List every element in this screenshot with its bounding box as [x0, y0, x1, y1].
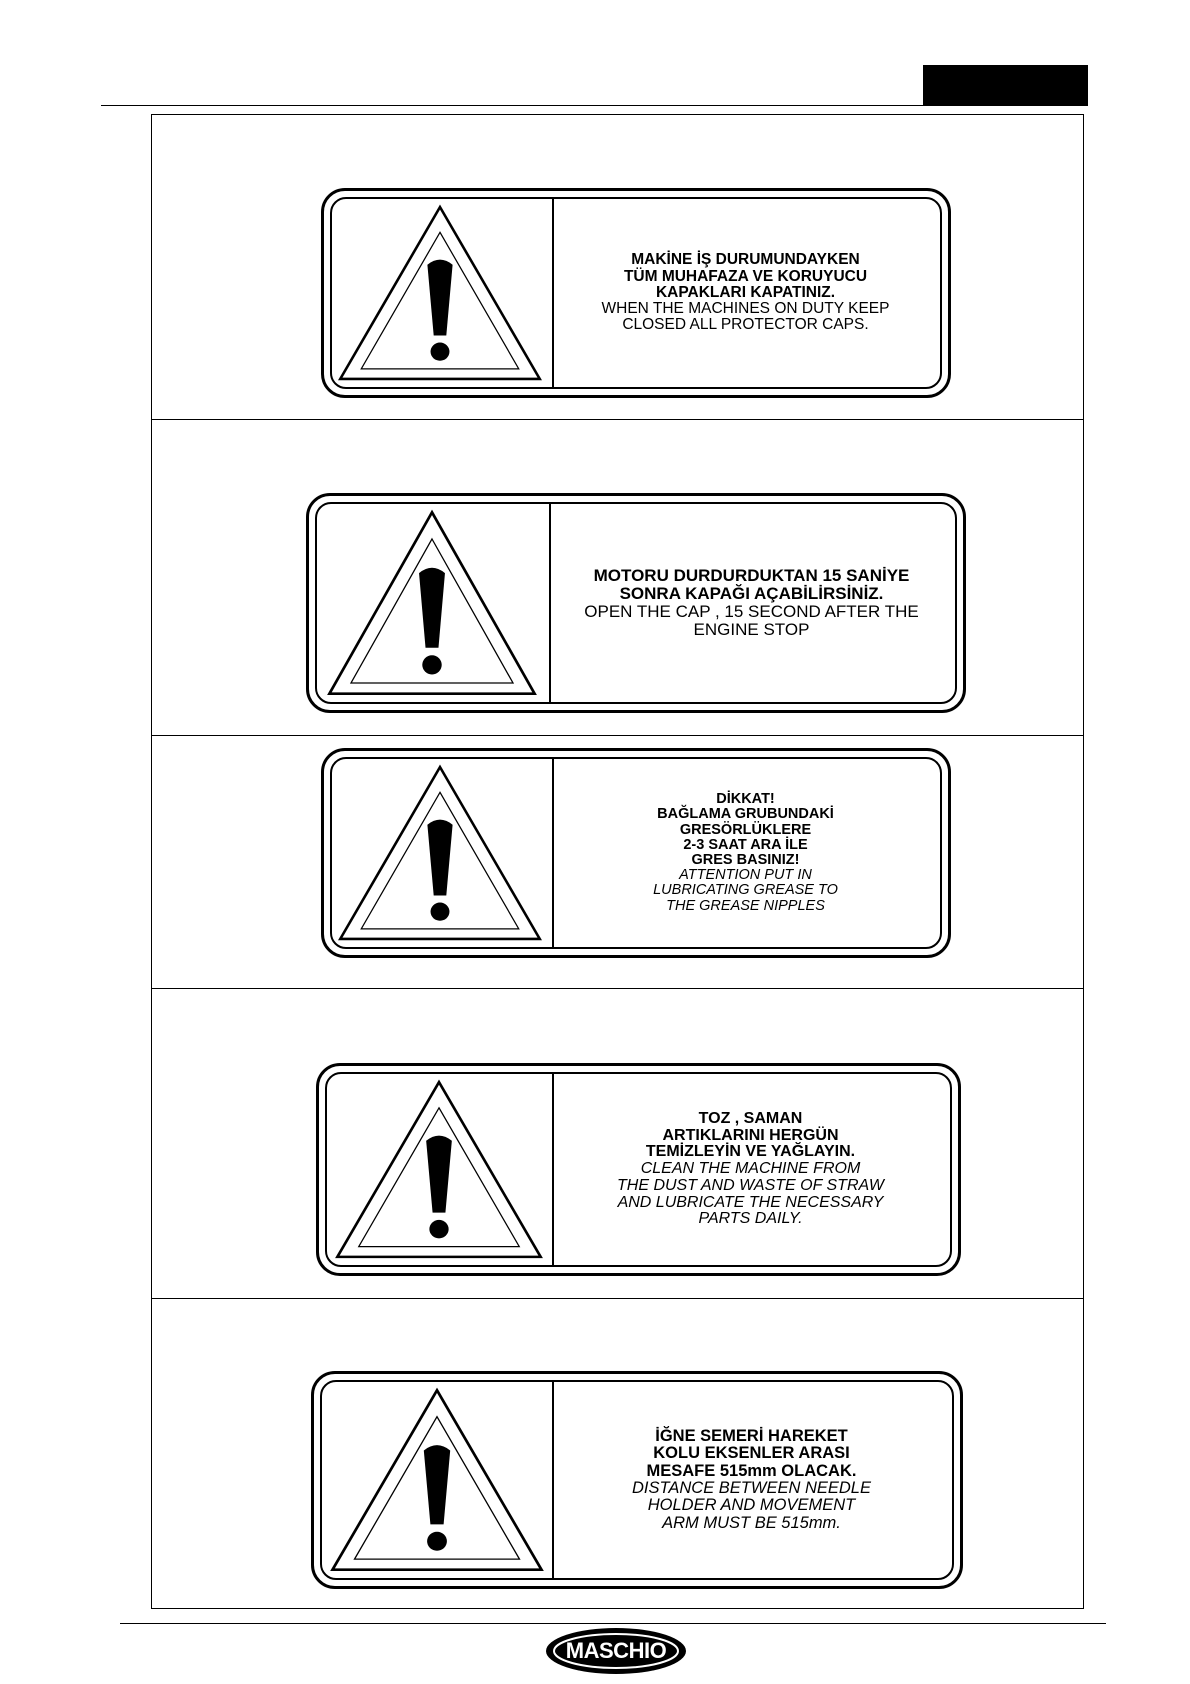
label-en-line: THE GREASE NIPPLES: [666, 897, 825, 914]
label-en-line: ARM MUST BE 515mm.: [662, 1513, 841, 1532]
table-row: [152, 989, 1083, 1299]
label-text: [554, 202, 937, 384]
label-tr-line: KOLU EKSENLER ARASI: [653, 1444, 850, 1463]
label-en-line: AND LUBRICATE THE NECESSARY: [617, 1193, 884, 1211]
label-tr-line: İĞNE SEMERİ HAREKET: [655, 1427, 848, 1446]
label-en-line: OPEN THE CAP , 15 SECOND AFTER THE: [584, 602, 919, 621]
label-tr-line: 2-3 SAAT ARA İLE: [683, 836, 808, 853]
label-en-line: WHEN THE MACHINES ON DUTY KEEP: [601, 300, 890, 318]
label-en-line: LUBRICATING GREASE TO: [653, 882, 838, 899]
label-en-line: PARTS DAILY.: [698, 1210, 803, 1228]
label-text: [551, 507, 952, 699]
table-row: [152, 115, 1083, 420]
logo-text: MASCHIO: [565, 1638, 667, 1663]
warning-decal: [316, 1063, 961, 1276]
warning-triangle-icon: [335, 762, 545, 944]
label-en-line: ENGINE STOP: [693, 619, 810, 639]
label-tr-line: ARTIKLARINI HERGÜN: [662, 1126, 839, 1144]
header-rule: [101, 105, 1088, 106]
label-text: [554, 1385, 949, 1575]
label-en-line: THE DUST AND WASTE OF STRAW: [617, 1176, 884, 1194]
label-tr-line: BAĞLAMA GRUBUNDAKİ: [657, 806, 834, 823]
label-tr-line: TOZ , SAMAN: [698, 1109, 803, 1127]
label-en-line: HOLDER AND MOVEMENT: [647, 1496, 856, 1515]
label-en-line: DISTANCE BETWEEN NEEDLE: [632, 1479, 871, 1497]
label-text: [554, 1077, 947, 1262]
label-en-line: CLOSED ALL PROTECTOR CAPS.: [622, 316, 869, 334]
label-tr-line: KAPAKLARI KAPATINIZ.: [655, 283, 836, 301]
warning-decal: [306, 493, 966, 713]
warning-decal: [321, 188, 951, 398]
labels-table: [151, 114, 1084, 1609]
maschio-logo: [544, 1626, 688, 1676]
label-en-line: CLEAN THE MACHINE FROM: [640, 1160, 861, 1178]
header-black-tab: [923, 65, 1088, 105]
warning-decal: [321, 748, 951, 958]
warning-triangle-icon: [327, 1385, 547, 1575]
label-tr-line: TEMİZLEYİN VE YAĞLAYIN.: [645, 1143, 856, 1161]
warning-triangle-icon: [332, 1077, 546, 1262]
table-row: [152, 1299, 1083, 1608]
label-en-line: ATTENTION PUT IN: [679, 867, 812, 884]
label-tr-line: MAKİNE İŞ DURUMUNDAYKEN: [631, 251, 860, 269]
table-row: [152, 736, 1083, 989]
label-tr-line: MESAFE 515mm OLACAK.: [646, 1461, 857, 1480]
warning-triangle-icon: [324, 507, 540, 699]
label-tr-line: DİKKAT!: [716, 791, 775, 808]
label-tr-line: SONRA KAPAĞI AÇABİLİRSİNİZ.: [619, 584, 884, 604]
label-tr-line: GRESÖRLÜKLERE: [679, 821, 812, 838]
table-row: [152, 420, 1083, 736]
footer-rule: [120, 1623, 1106, 1624]
label-tr-line: MOTORU DURDURDUKTAN 15 SANİYE: [593, 566, 910, 586]
label-text: [554, 762, 937, 944]
warning-decal: [311, 1371, 963, 1589]
warning-triangle-icon: [335, 202, 545, 384]
label-tr-line: TÜM MUHAFAZA VE KORUYUCU: [623, 267, 868, 285]
label-tr-line: GRES BASINIZ!: [691, 852, 800, 868]
